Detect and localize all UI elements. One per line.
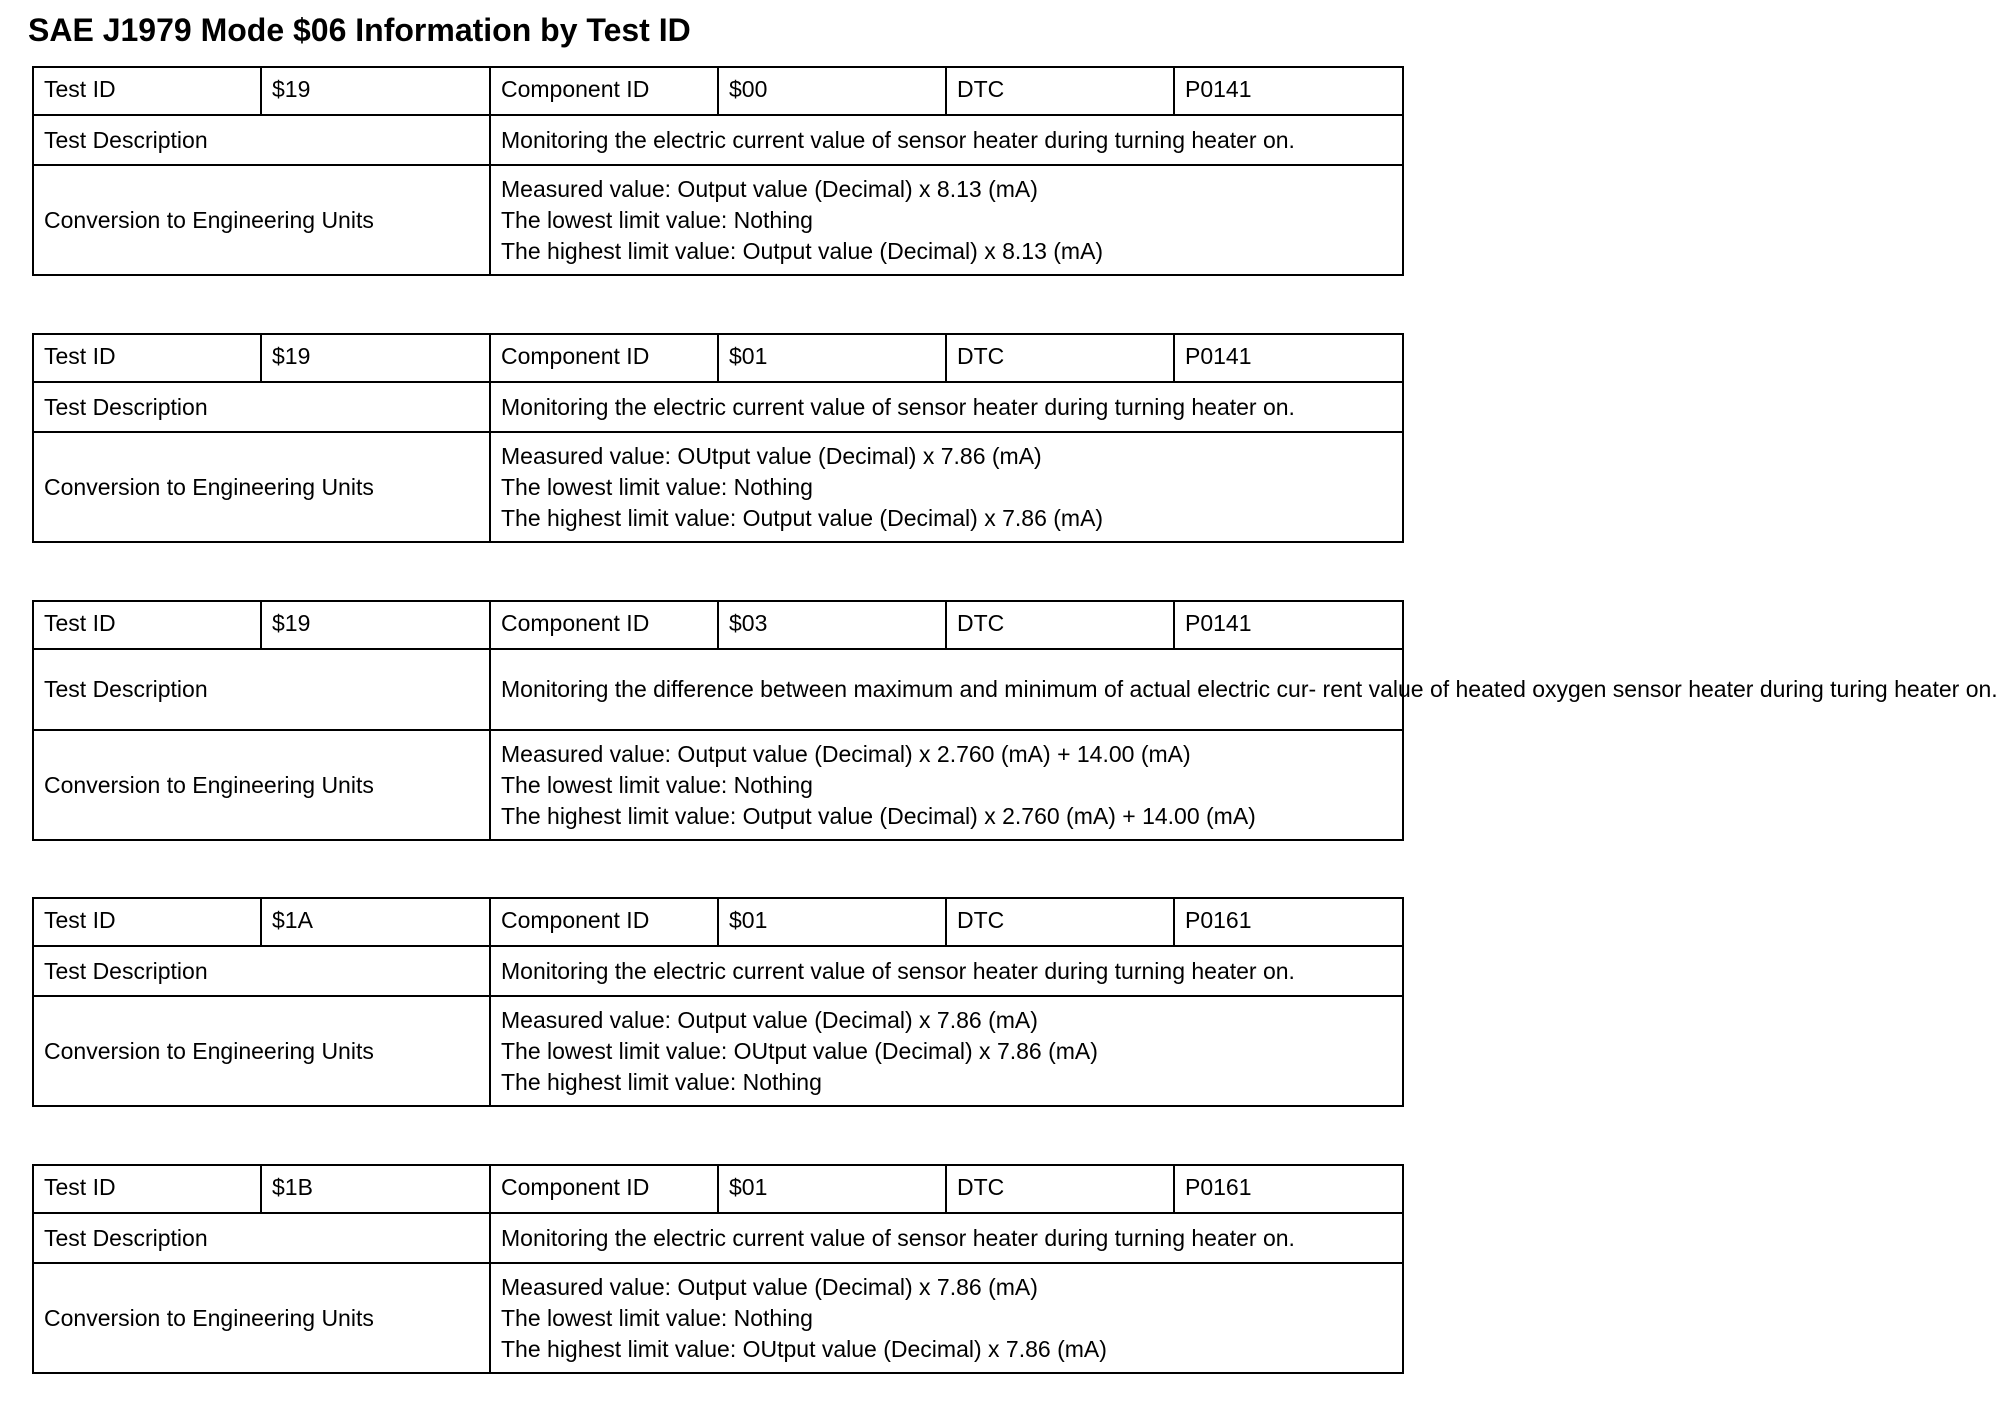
test-description-label: Test Description [33, 382, 490, 432]
measured-value-line: Measured value: OUtput value (Decimal) x 7.86 (mA) [501, 442, 1042, 469]
component-id-value: $00 [718, 67, 946, 115]
test-id-value: $19 [261, 67, 490, 115]
conversion-label: Conversion to Engineering Units [33, 730, 490, 840]
conversion-label: Conversion to Engineering Units [33, 996, 490, 1106]
dtc-value: P0161 [1174, 1165, 1403, 1213]
conversion-label: Conversion to Engineering Units [33, 1263, 490, 1373]
test-id-label: Test ID [33, 601, 261, 649]
test-description-label: Test Description [33, 946, 490, 996]
test-id-table [32, 66, 1404, 276]
description-row [33, 115, 1403, 165]
measured-value-line: Measured value: Output value (Decimal) x 8.13 (mA) [501, 175, 1038, 202]
dtc-label: DTC [946, 67, 1174, 115]
conversion-row [33, 165, 1403, 275]
lowest-limit-line: The lowest limit value: OUtput value (Decimal) x 7.86 (mA) [501, 1037, 1098, 1064]
highest-limit-line: The highest limit value: Output value (Decimal) x 2.760 (mA) + 14.00 (mA) [501, 802, 1256, 829]
conversion-row [33, 1263, 1403, 1373]
conversion-label: Conversion to Engineering Units [33, 432, 490, 542]
conversion-value [490, 996, 1403, 1106]
highest-limit-line: The highest limit value: Output value (Decimal) x 7.86 (mA) [501, 504, 1104, 531]
highest-limit-line: The highest limit value: OUtput value (Decimal) x 7.86 (mA) [501, 1335, 1107, 1362]
test-description-value: Monitoring the electric current value of sensor heater during turning heater on. [490, 1213, 1403, 1263]
test-id-value: $19 [261, 601, 490, 649]
test-id-label: Test ID [33, 1165, 261, 1213]
description-row [33, 649, 1403, 730]
dtc-label: DTC [946, 601, 1174, 649]
conversion-label: Conversion to Engineering Units [33, 165, 490, 275]
test-description-label: Test Description [33, 1213, 490, 1263]
component-id-label: Component ID [490, 1165, 718, 1213]
component-id-value: $01 [718, 898, 946, 946]
conversion-row [33, 432, 1403, 542]
test-id-table [32, 333, 1404, 543]
measured-value-line: Measured value: Output value (Decimal) x 2.760 (mA) + 14.00 (mA) [501, 740, 1191, 767]
lowest-limit-line: The lowest limit value: Nothing [501, 473, 813, 500]
header-row [33, 334, 1403, 382]
highest-limit-line: The highest limit value: Output value (Decimal) x 8.13 (mA) [501, 237, 1104, 264]
header-row [33, 1165, 1403, 1213]
dtc-value: P0141 [1174, 601, 1403, 649]
test-description-value: Monitoring the electric current value of sensor heater during turning heater on. [490, 946, 1403, 996]
component-id-label: Component ID [490, 334, 718, 382]
test-id-label: Test ID [33, 334, 261, 382]
lowest-limit-line: The lowest limit value: Nothing [501, 206, 813, 233]
dtc-label: DTC [946, 898, 1174, 946]
description-row [33, 382, 1403, 432]
conversion-value [490, 730, 1403, 840]
conversion-value [490, 165, 1403, 275]
component-id-value: $03 [718, 601, 946, 649]
test-id-label: Test ID [33, 67, 261, 115]
component-id-value: $01 [718, 334, 946, 382]
description-row [33, 1213, 1403, 1263]
highest-limit-line: The highest limit value: Nothing [501, 1068, 822, 1095]
test-id-value: $19 [261, 334, 490, 382]
dtc-value: P0161 [1174, 898, 1403, 946]
test-id-table [32, 600, 1998, 841]
header-row [33, 67, 1403, 115]
conversion-row [33, 996, 1403, 1106]
test-description-value: Monitoring the electric current value of sensor heater during turning heater on. [490, 115, 1403, 165]
dtc-value: P0141 [1174, 334, 1403, 382]
measured-value-line: Measured value: Output value (Decimal) x 7.86 (mA) [501, 1273, 1038, 1300]
test-id-value: $1A [261, 898, 490, 946]
test-description-label: Test Description [33, 115, 490, 165]
test-id-table [32, 1164, 1404, 1374]
test-id-table [32, 897, 1404, 1107]
test-id-label: Test ID [33, 898, 261, 946]
measured-value-line: Measured value: Output value (Decimal) x 7.86 (mA) [501, 1006, 1038, 1033]
test-description-value: Monitoring the difference between maximum and minimum of actual electric cur- rent value of heated oxygen sensor heater during turing heater on. [490, 649, 1403, 730]
test-id-value: $1B [261, 1165, 490, 1213]
description-row [33, 946, 1403, 996]
conversion-value [490, 432, 1403, 542]
header-row [33, 898, 1403, 946]
test-description-value: Monitoring the electric current value of sensor heater during turning heater on. [490, 382, 1403, 432]
component-id-label: Component ID [490, 67, 718, 115]
component-id-label: Component ID [490, 898, 718, 946]
conversion-value [490, 1263, 1403, 1373]
dtc-label: DTC [946, 1165, 1174, 1213]
header-row [33, 601, 1403, 649]
lowest-limit-line: The lowest limit value: Nothing [501, 771, 813, 798]
dtc-label: DTC [946, 334, 1174, 382]
conversion-row [33, 730, 1403, 840]
lowest-limit-line: The lowest limit value: Nothing [501, 1304, 813, 1331]
dtc-value: P0141 [1174, 67, 1403, 115]
page-title: SAE J1979 Mode $06 Information by Test ID [28, 12, 691, 48]
component-id-label: Component ID [490, 601, 718, 649]
component-id-value: $01 [718, 1165, 946, 1213]
test-description-label: Test Description [33, 649, 490, 730]
